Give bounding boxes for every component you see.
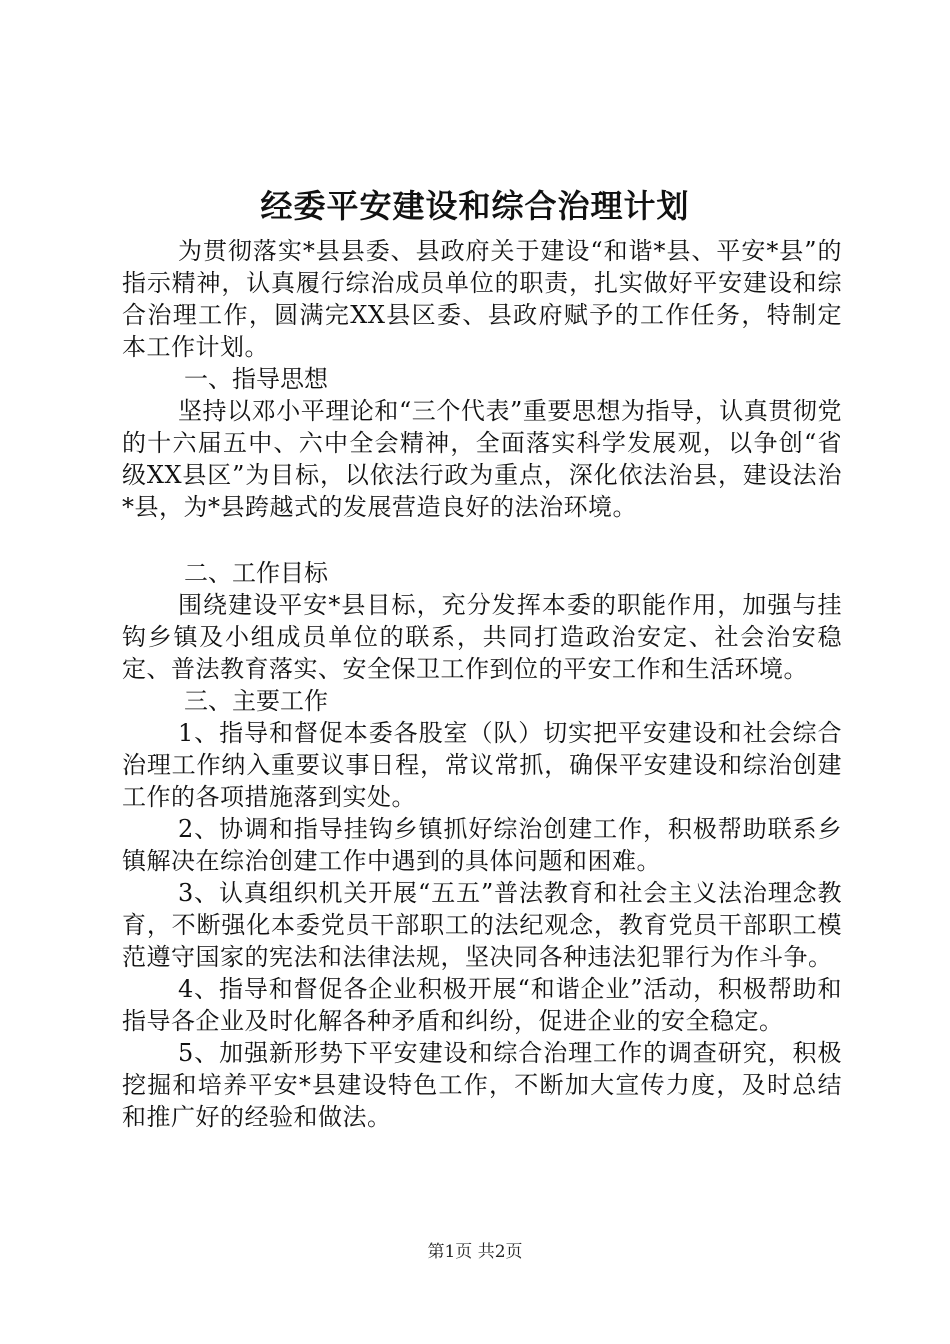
section-paragraph-guiding-ideology: 坚持以邓小平理论和“三个代表”重要思想为指导，认真贯彻党的十六届五中、六中全会精神，全面落实科学发展观，以争创“省级XX县区”为目标，以依法行政为重点，深化依法治县，建设法治*县，为*县跨越式的发展营造良好的法治环境。 [122,397,842,521]
main-work-item-4: 4、指导和督促各企业积极开展“和谐企业”活动，积极帮助和指导各企业及时化解各种矛盾和纠纷，促进企业的安全稳定。 [122,975,842,1035]
document-title: 经委平安建设和综合治理计划 [260,187,690,225]
intro-paragraph: 为贯彻落实*县县委、县政府关于建设“和谐*县、平安*县”的指示精神，认真履行综治成员单位的职责，扎实做好平安建设和综合治理工作，圆满完XX县区委、县政府赋予的工作任务，特制定本工作计划。 [122,237,842,361]
document-body [122,235,842,1133]
main-work-item-1: 1、指导和督促本委各股室（队）切实把平安建设和社会综合治理工作纳入重要议事日程，常议常抓，确保平安建设和综治创建工作的各项措施落到实处。 [122,719,842,811]
main-work-item-5: 5、加强新形势下平安建设和综合治理工作的调查研究，积极挖掘和培养平安*县建设特色工作，不断加大宣传力度，及时总结和推广好的经验和做法。 [122,1039,842,1131]
paragraph-gap [122,523,842,557]
main-work-item-2: 2、协调和指导挂钩乡镇抓好综治创建工作，积极帮助联系乡镇解决在综治创建工作中遇到的具体问题和困难。 [122,815,842,875]
main-work-item-3: 3、认真组织机关开展“五五”普法教育和社会主义法治理念教育，不断强化本委党员干部职工的法纪观念，教育党员干部职工模范遵守国家的宪法和法律法规，坚决同各种违法犯罪行为作斗争。 [122,879,842,971]
page-indicator: 第1页 共2页 [427,1242,523,1262]
section-heading-main-work: 三、主要工作 [184,687,328,715]
section-heading-guiding-ideology: 一、指导思想 [184,365,328,393]
section-paragraph-work-goals: 围绕建设平安*县目标，充分发挥本委的职能作用，加强与挂钩乡镇及小组成员单位的联系，共同打造政治安定、社会治安稳定、普法教育落实、安全保卫工作到位的平安工作和生活环境。 [122,591,842,683]
section-heading-work-goals: 二、工作目标 [184,559,328,587]
